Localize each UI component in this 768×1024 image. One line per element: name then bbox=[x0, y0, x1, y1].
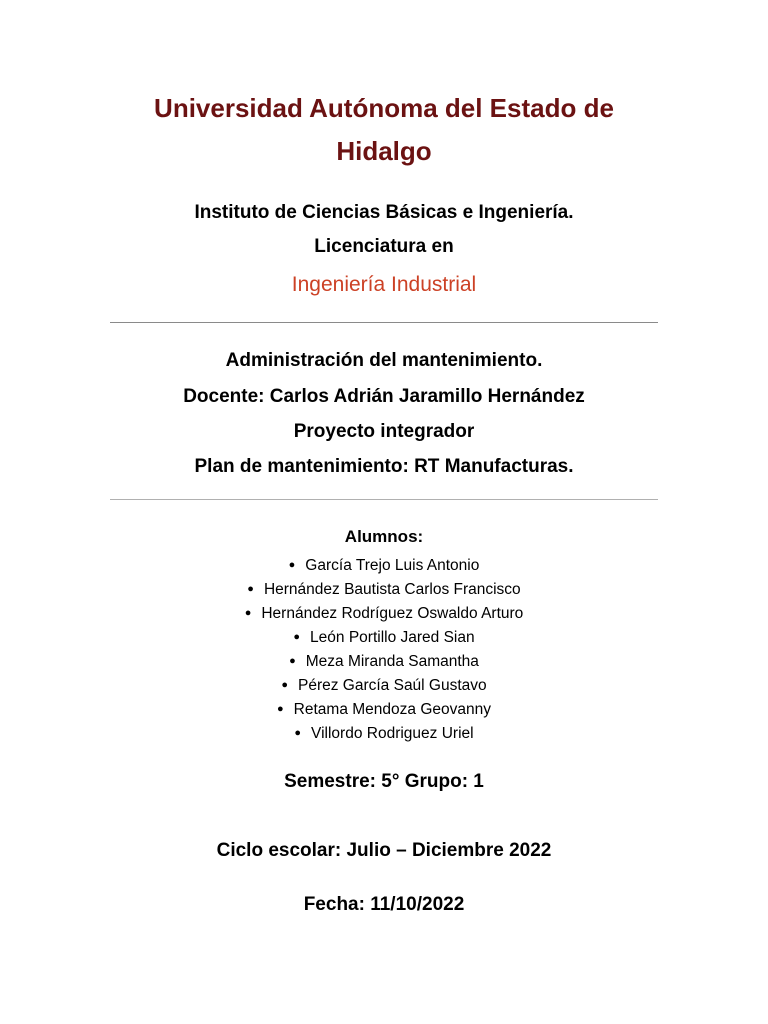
date: Fecha: 11/10/2022 bbox=[303, 894, 465, 915]
divider-bottom bbox=[110, 499, 658, 500]
bullet-icon: ● bbox=[293, 631, 301, 643]
student-name: Pérez García Saúl Gustavo bbox=[297, 677, 487, 694]
student-name: Meza Miranda Samantha bbox=[305, 653, 479, 670]
student-item bbox=[0, 629, 768, 647]
student-item bbox=[0, 557, 768, 575]
course-teacher: Docente: Carlos Adrián Jaramillo Hernández bbox=[183, 386, 585, 407]
bullet-icon: ● bbox=[247, 583, 254, 595]
university-name-line1: Universidad Autónoma del Estado de bbox=[154, 93, 614, 123]
student-name: León Portillo Jared Sian bbox=[310, 629, 475, 646]
bullet-icon: ● bbox=[244, 607, 252, 619]
student-name: Hernández Rodríguez Oswaldo Arturo bbox=[261, 605, 524, 622]
student-item bbox=[0, 701, 768, 719]
student-item bbox=[0, 725, 768, 743]
student-item bbox=[0, 677, 768, 695]
semester-group: Semestre: 5° Grupo: 1 bbox=[284, 771, 484, 792]
student-name: Hernández Bautista Carlos Francisco bbox=[263, 581, 521, 598]
bullet-icon: ● bbox=[277, 703, 284, 715]
student-name: García Trejo Luis Antonio bbox=[305, 557, 480, 574]
university-name-line2: Hidalgo bbox=[336, 136, 432, 166]
degree-prefix: Licenciatura en bbox=[314, 236, 454, 257]
student-name: Villordo Rodriguez Uriel bbox=[311, 725, 474, 742]
students-title: Alumnos: bbox=[344, 527, 424, 546]
bullet-icon: ● bbox=[294, 727, 302, 739]
course-plan: Plan de mantenimiento: RT Manufacturas. bbox=[194, 456, 574, 477]
bullet-icon: ● bbox=[289, 655, 296, 667]
institute-name: Instituto de Ciencias Básicas e Ingeniería. bbox=[194, 202, 574, 223]
career-name: Ingeniería Industrial bbox=[291, 273, 477, 296]
bullet-icon: ● bbox=[288, 559, 296, 571]
school-cycle: Ciclo escolar: Julio – Diciembre 2022 bbox=[216, 840, 552, 861]
course-subject: Administración del mantenimiento. bbox=[225, 350, 543, 371]
bullet-icon: ● bbox=[281, 679, 288, 691]
course-project: Proyecto integrador bbox=[293, 421, 475, 442]
divider-top bbox=[110, 322, 658, 323]
student-name: Retama Mendoza Geovanny bbox=[293, 701, 491, 718]
student-item bbox=[0, 653, 768, 671]
student-item bbox=[0, 605, 768, 623]
student-item bbox=[0, 581, 768, 599]
